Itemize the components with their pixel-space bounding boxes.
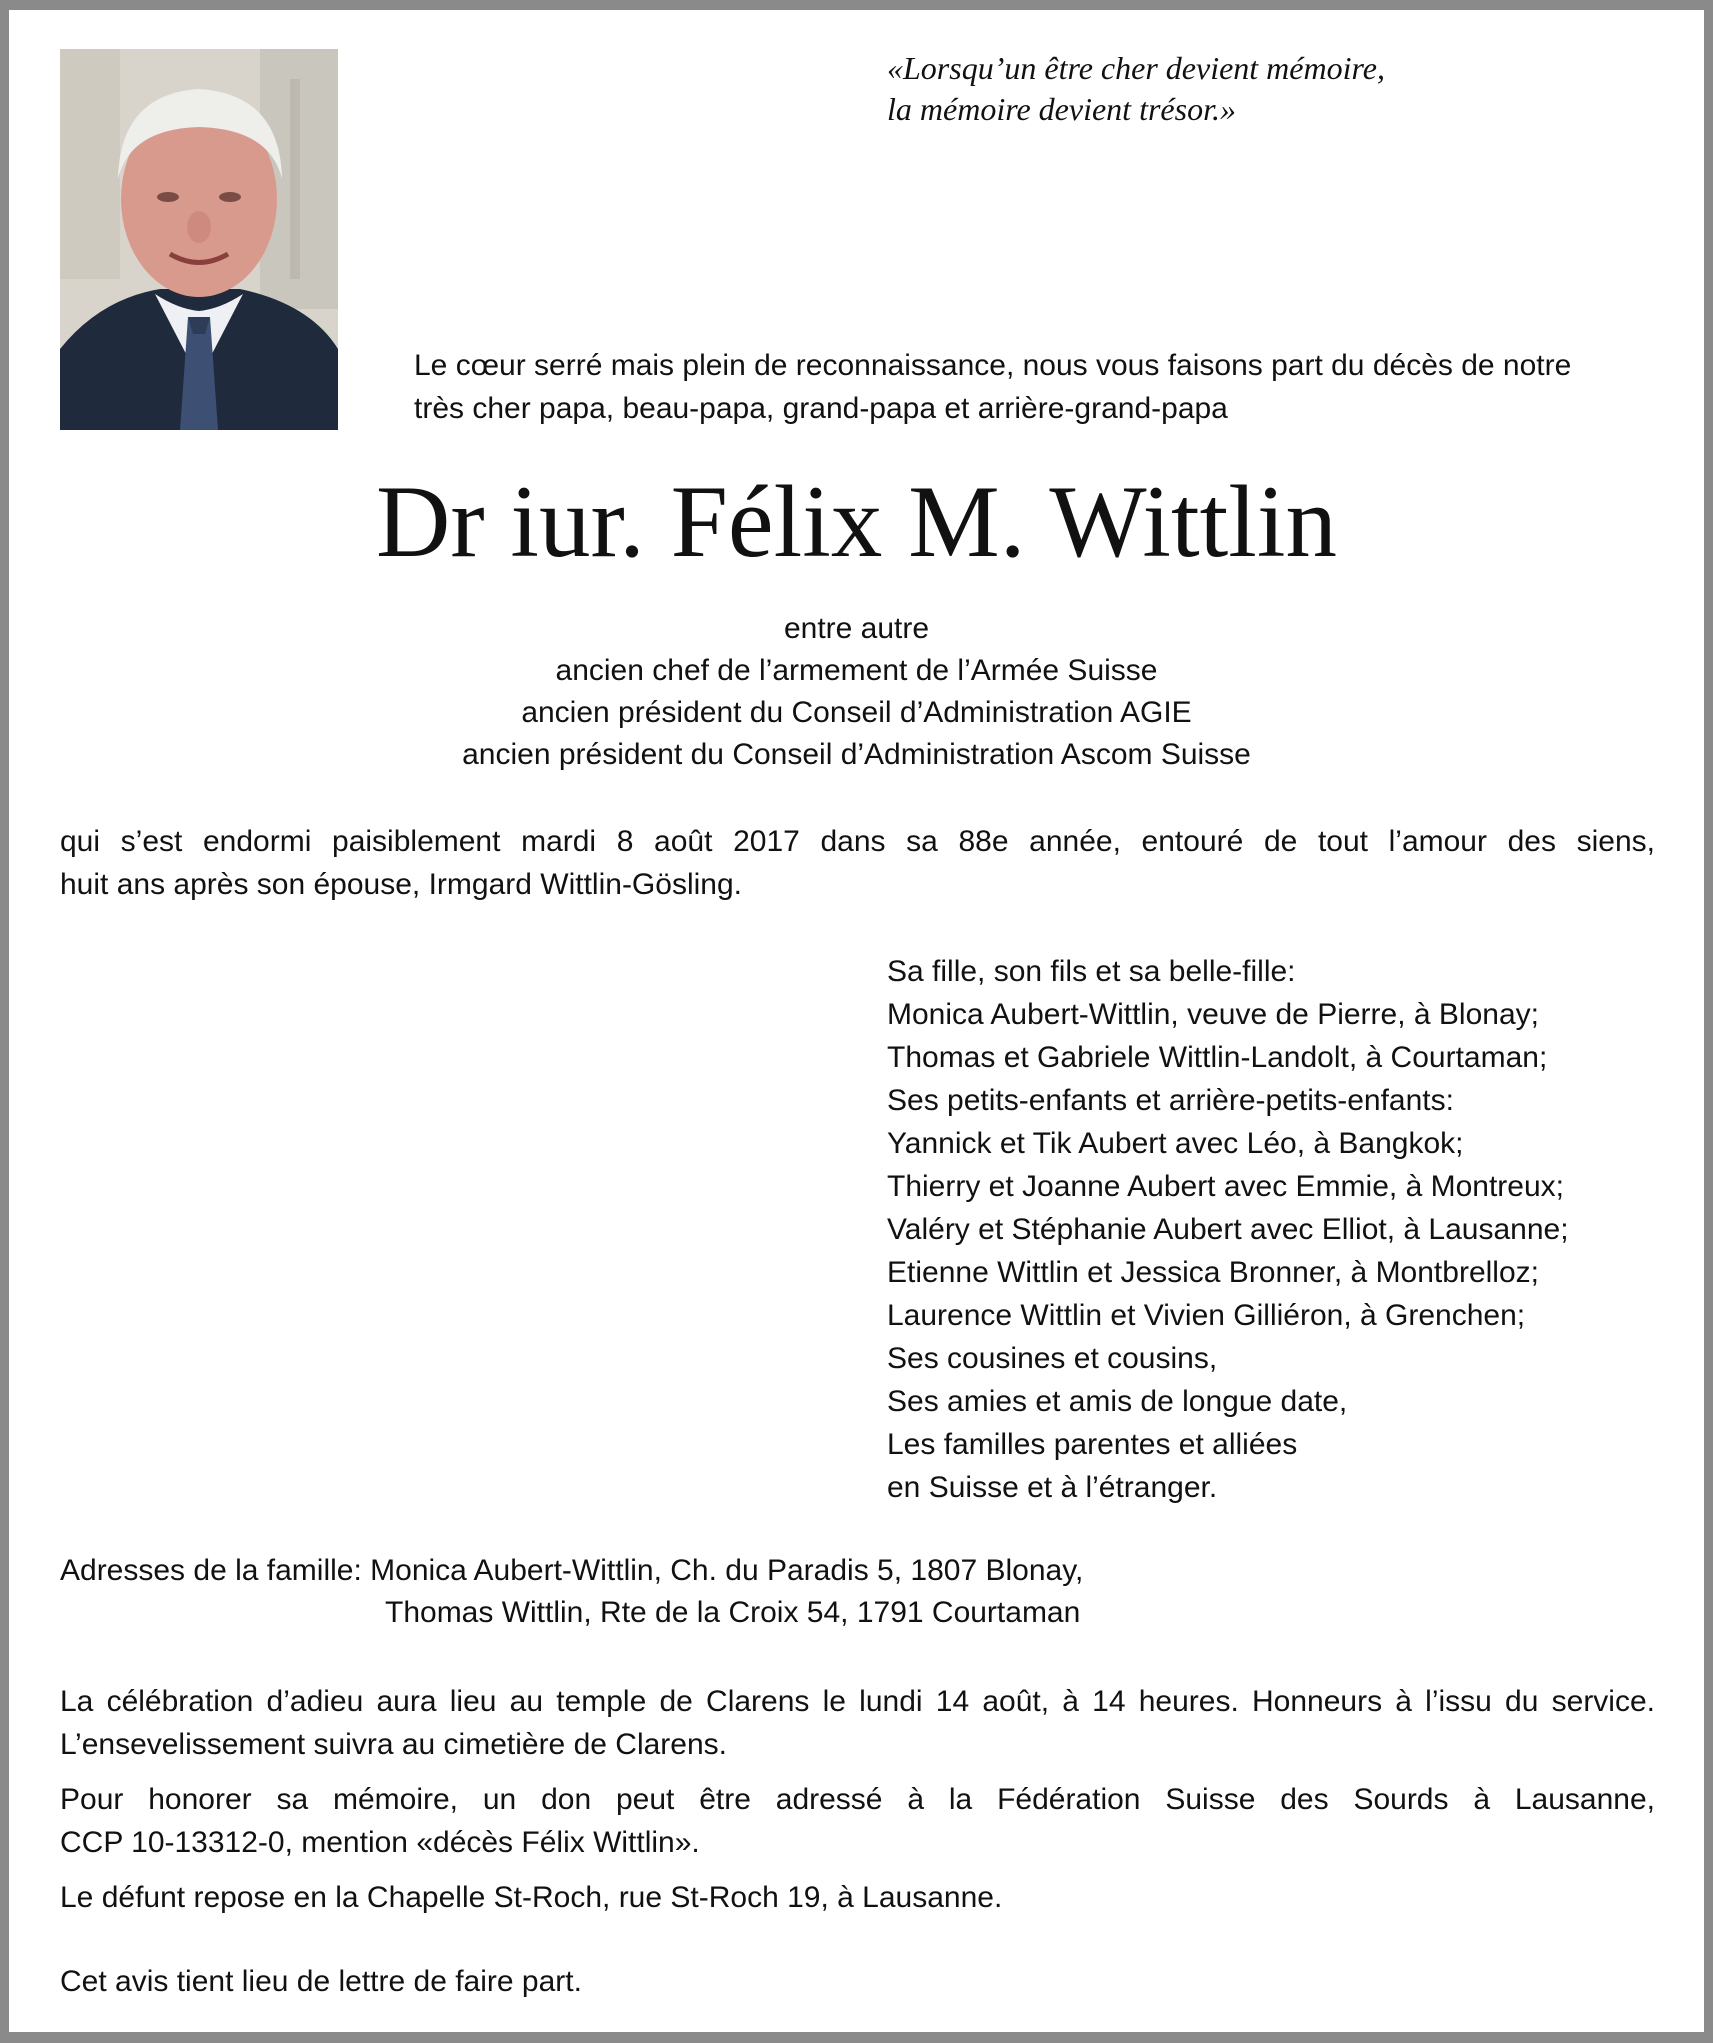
family-line: Les familles parentes et alliées (887, 1428, 1298, 1461)
donation-line: CCP 10-13312-0, mention «décès Félix Wittlin». (60, 1826, 700, 1859)
family-list (887, 950, 1687, 1509)
ceremony-details (60, 1680, 1655, 1919)
donation-line: Pour honorer sa mémoire, un don peut être adressé à la Fédération Suisse des Sourds à Lausanne, (60, 1783, 1655, 1816)
quote-line: la mémoire devient trésor.» (887, 91, 1236, 127)
title-line: entre autre (783, 612, 930, 645)
death-line: huit ans après son épouse, Irmgard Wittlin-Gösling. (60, 868, 742, 901)
family-line: Thierry et Joanne Aubert avec Emmie, à Montreux; (887, 1170, 1564, 1203)
deceased-name: Dr iur. Félix M. Wittlin (375, 465, 1338, 579)
death-line: qui s’est endormi paisiblement mardi 8 août 2017 dans sa 88e année, entouré de tout l’amour des siens, (60, 825, 1655, 858)
burial-line: L’ensevelissement suivra au cimetière de Clarens. (60, 1728, 727, 1761)
family-line: Ses cousines et cousins, (887, 1342, 1218, 1375)
epigraph-quote (887, 48, 1647, 130)
intro-line: Le cœur serré mais plein de reconnaissance, nous vous faisons part du décès de notre (414, 349, 1572, 382)
obituary-notice (9, 10, 1704, 2032)
title-line: ancien président du Conseil d’Administration Ascom Suisse (462, 738, 1251, 771)
announcement-intro (414, 344, 1664, 430)
portrait-photo (60, 49, 338, 430)
family-line: Etienne Wittlin et Jessica Bronner, à Montbrelloz; (887, 1256, 1539, 1289)
address-line: Monica Aubert-Wittlin, Ch. du Paradis 5, 1807 Blonay, (370, 1554, 1084, 1587)
title-line: ancien président du Conseil d’Administration AGIE (521, 696, 1192, 729)
portrait-illustration (60, 49, 338, 430)
family-line: Yannick et Tik Aubert avec Léo, à Bangkok; (887, 1127, 1464, 1160)
family-line: Ses amies et amis de longue date, (887, 1385, 1348, 1418)
title-line: ancien chef de l’armement de l’Armée Suisse (555, 654, 1158, 687)
family-line: Laurence Wittlin et Vivien Gilliéron, à Grenchen; (887, 1299, 1526, 1332)
family-addresses (60, 1550, 1360, 1634)
family-line: Sa fille, son fils et sa belle-fille: (887, 955, 1296, 988)
family-line: en Suisse et à l’étranger. (887, 1471, 1218, 1504)
address-label: Adresses de la famille: (60, 1554, 362, 1587)
repose-line: Le défunt repose en la Chapelle St-Roch, rue St-Roch 19, à Lausanne. (60, 1881, 1003, 1914)
professional-titles (9, 608, 1704, 776)
death-statement (60, 820, 1655, 906)
family-line: Thomas et Gabriele Wittlin-Landolt, à Courtaman; (887, 1041, 1548, 1074)
ceremony-line: La célébration d’adieu aura lieu au temple de Clarens le lundi 14 août, à 14 heures. Honneurs à l’issu du service. (60, 1685, 1655, 1718)
address-row (60, 1550, 1360, 1592)
family-line: Valéry et Stéphanie Aubert avec Elliot, à Lausanne; (887, 1213, 1569, 1246)
quote-line: «Lorsqu’un être cher devient mémoire, (887, 50, 1385, 86)
family-line: Monica Aubert-Wittlin, veuve de Pierre, à Blonay; (887, 998, 1539, 1031)
address-line: Thomas Wittlin, Rte de la Croix 54, 1791 Courtaman (385, 1596, 1081, 1629)
closing-note: Cet avis tient lieu de lettre de faire part. (60, 1965, 582, 1998)
intro-line: très cher papa, beau-papa, grand-papa et arrière-grand-papa (414, 392, 1228, 425)
family-line: Ses petits-enfants et arrière-petits-enfants: (887, 1084, 1454, 1117)
